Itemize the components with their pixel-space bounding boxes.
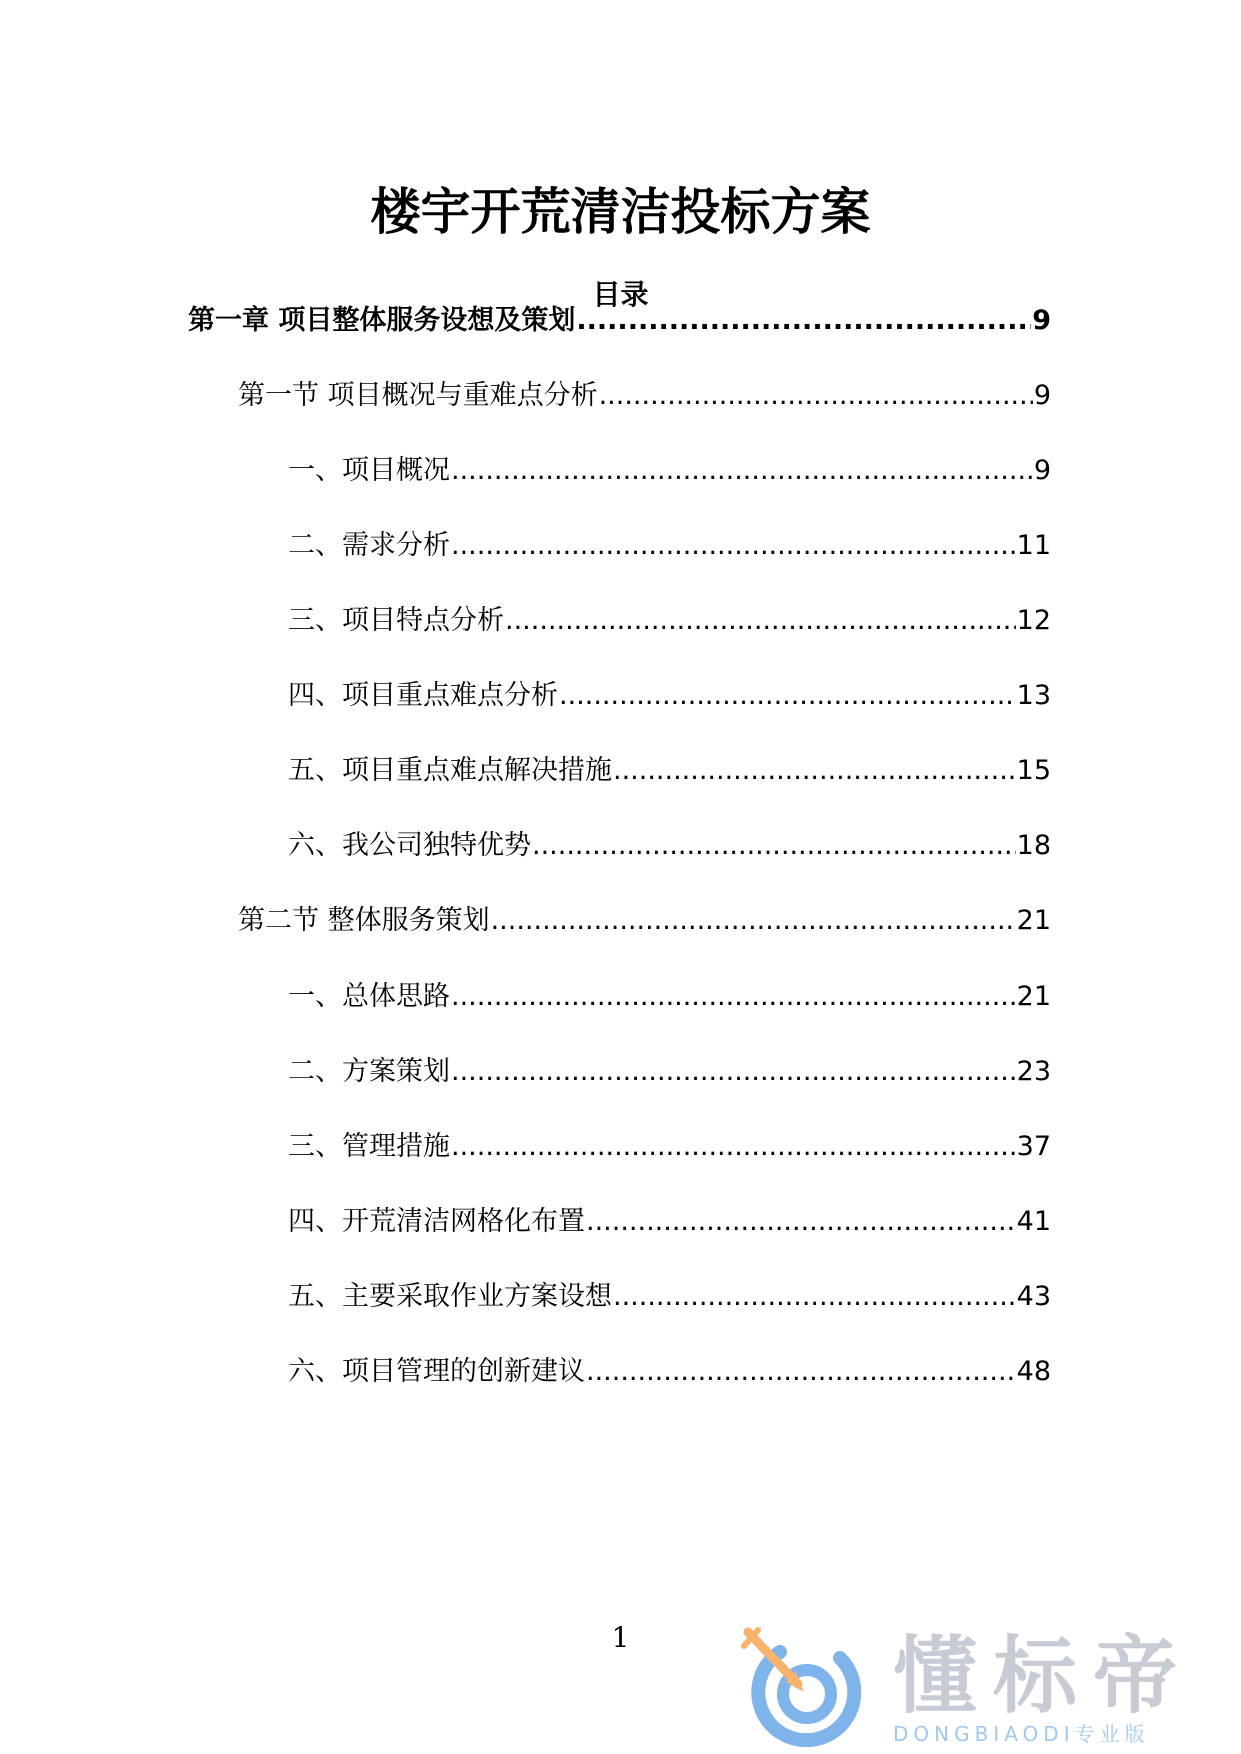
watermark-subtitle: DONGBIAODI专业版 — [893, 1722, 1150, 1746]
toc-dot-leader — [451, 977, 1016, 1017]
toc-entry[interactable] — [288, 826, 1051, 866]
toc-dot-leader — [559, 676, 1016, 716]
toc-entry-page: 15 — [1016, 755, 1051, 786]
toc-entry-text: 六、我公司独特优势 — [288, 830, 531, 861]
toc-entry-page: 9 — [1033, 380, 1051, 411]
toc-entry[interactable] — [288, 451, 1051, 491]
toc-entry[interactable] — [288, 977, 1051, 1017]
toc-dot-leader — [451, 526, 1016, 566]
toc-dot-leader — [451, 1127, 1016, 1167]
toc-dot-leader — [613, 1277, 1016, 1317]
toc-entry-text: 三、项目特点分析 — [288, 605, 504, 636]
toc-dot-leader — [451, 1052, 1016, 1092]
toc-entry-page: 48 — [1016, 1356, 1051, 1387]
toc-entry-text: 第一章 项目整体服务设想及策划 — [188, 305, 576, 336]
toc-entry-text: 一、项目概况 — [288, 455, 450, 486]
toc-entry-text: 四、项目重点难点分析 — [288, 680, 558, 711]
toc-dot-leader — [586, 1202, 1016, 1242]
toc-entry-page: 9 — [1033, 455, 1051, 486]
toc-entry-page: 21 — [1016, 905, 1051, 936]
toc-entry-section-2[interactable] — [238, 901, 1051, 941]
toc-dot-leader — [491, 901, 1016, 941]
toc-entry-page: 41 — [1016, 1206, 1051, 1237]
watermark-brand-name: 懂标帝 — [893, 1627, 1194, 1725]
toc-entry-text: 一、总体思路 — [288, 981, 450, 1012]
toc-entry-text: 二、方案策划 — [288, 1056, 450, 1087]
toc-entry-page: 23 — [1016, 1056, 1051, 1087]
toc-dot-leader — [599, 376, 1033, 416]
toc-entry-page: 9 — [1032, 305, 1051, 336]
toc-dot-leader — [532, 826, 1016, 866]
toc-entry[interactable] — [288, 1202, 1051, 1242]
toc-entry-page: 37 — [1016, 1131, 1051, 1162]
toc-heading: 目录 — [592, 278, 649, 311]
watermark-logo — [740, 1622, 1210, 1747]
toc-entry-text: 二、需求分析 — [288, 530, 450, 561]
toc-dot-leader — [613, 751, 1016, 791]
toc-entry-text: 五、主要采取作业方案设想 — [288, 1281, 612, 1312]
toc-entry-text: 五、项目重点难点解决措施 — [288, 755, 612, 786]
toc-entry[interactable] — [288, 1277, 1051, 1317]
toc-dot-leader — [451, 451, 1033, 491]
toc-entry[interactable] — [288, 1052, 1051, 1092]
toc-entry[interactable] — [288, 1352, 1051, 1392]
toc-dot-leader — [586, 1352, 1016, 1392]
toc-entry-page: 21 — [1016, 981, 1051, 1012]
document-title: 楼宇开荒清洁投标方案 — [370, 183, 871, 241]
page-number: 1 — [611, 1621, 630, 1654]
toc-dot-leader — [576, 301, 1031, 341]
target-arrow-icon — [740, 1622, 865, 1747]
toc-entry-page: 43 — [1016, 1281, 1051, 1312]
toc-entry-text: 六、项目管理的创新建议 — [288, 1356, 585, 1387]
toc-entry-text: 四、开荒清洁网格化布置 — [288, 1206, 585, 1237]
toc-entry-page: 18 — [1016, 830, 1051, 861]
toc-entry-page: 13 — [1016, 680, 1051, 711]
toc-entry[interactable] — [288, 1127, 1051, 1167]
toc-entry[interactable] — [288, 676, 1051, 716]
toc-entry[interactable] — [288, 526, 1051, 566]
toc-entry-page: 11 — [1016, 530, 1051, 561]
toc-entry-text: 三、管理措施 — [288, 1131, 450, 1162]
toc-entry[interactable] — [288, 751, 1051, 791]
toc-entry-chapter-1[interactable] — [188, 301, 1051, 341]
toc-entry-section-1[interactable] — [238, 376, 1051, 416]
toc-entry-page: 12 — [1016, 605, 1051, 636]
toc-entry-text: 第一节 项目概况与重难点分析 — [238, 380, 598, 411]
toc-dot-leader — [505, 601, 1016, 641]
toc-entry-text: 第二节 整体服务策划 — [238, 905, 490, 936]
toc-entry[interactable] — [288, 601, 1051, 641]
